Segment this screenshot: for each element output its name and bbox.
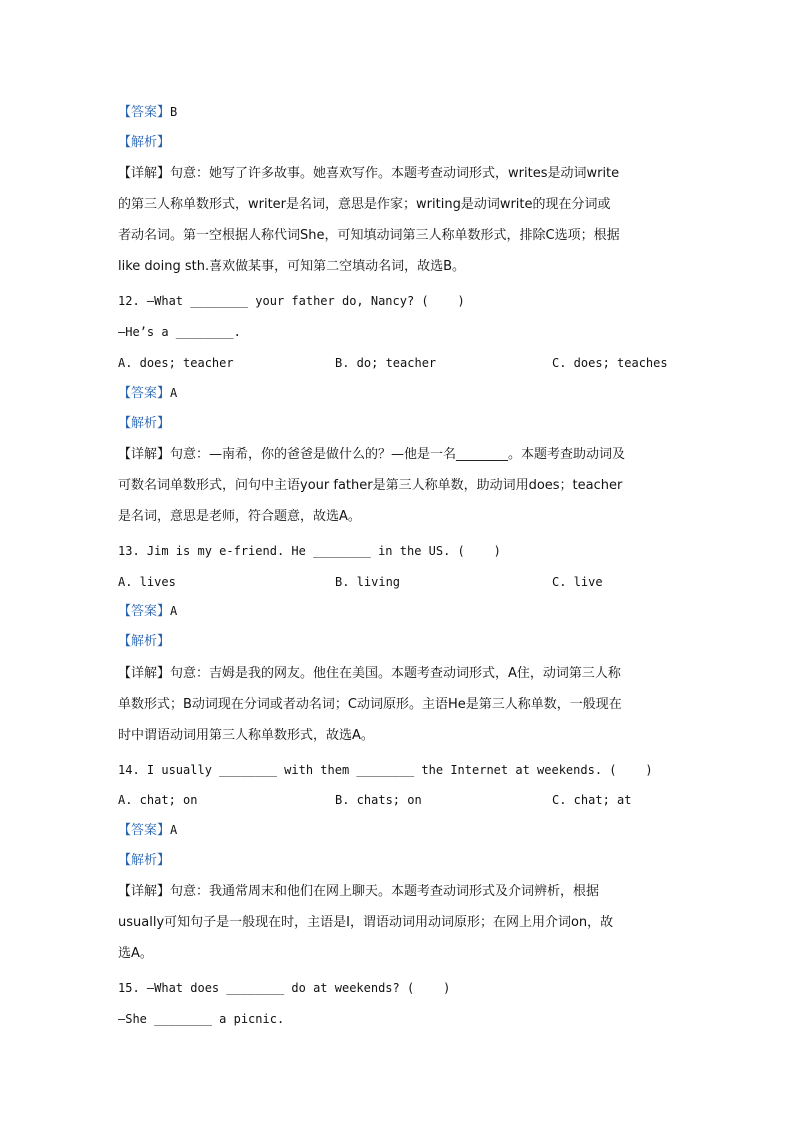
- detail-line: 可数名词单数形式，问句中主语your father是第三人称单数，助动词用does；teacher: [118, 478, 623, 493]
- detail-line: like doing sth.喜欢做某事，可知第二空填动名词，故选B。: [118, 259, 466, 274]
- answer-tag: 【答案】: [118, 604, 171, 619]
- analysis-tag: 【解析】: [118, 135, 171, 150]
- answer-tag: 【答案】: [118, 386, 171, 401]
- detail-line: usually可知句子是一般现在时，主语是I，谓语动词用动词原形；在网上用介词on，故: [118, 915, 614, 930]
- option-a: A. does; teacher: [118, 356, 234, 370]
- question-stem-q12: 12. —What ________ your father do, Nancy? ( ): [118, 294, 465, 308]
- detail-line: 【详解】句意：我通常周末和他们在网上聊天。本题考查动词形式及介词辨析，根据: [118, 884, 600, 899]
- question-stem2-q15: —She ________ a picnic.: [118, 1012, 285, 1026]
- answer-line-q12: [118, 383, 177, 404]
- detail-tag: 【详解】: [118, 666, 171, 681]
- detail-line: 【详解】句意：吉姆是我的网友。他住在美国。本题考查动词形式，A住，动词第三人称: [118, 666, 621, 681]
- detail-tag: 【详解】: [118, 884, 171, 899]
- analysis-tag: 【解析】: [118, 634, 171, 649]
- answer-tag: 【答案】: [118, 823, 171, 838]
- detail-tag: 【详解】: [118, 447, 171, 462]
- option-c: C. live: [552, 575, 603, 589]
- detail-line: 是名词，意思是老师，符合题意，故选A。: [118, 509, 361, 524]
- option-b: B. chats; on: [335, 793, 422, 807]
- answer-line-q11: [118, 102, 177, 123]
- option-c: C. does; teaches: [552, 356, 668, 370]
- option-c: C. chat; at: [552, 793, 632, 807]
- question-stem-q15: 15. —What does ________ do at weekends? ( ): [118, 981, 451, 995]
- option-b: B. living: [335, 575, 401, 589]
- detail-line: 者动名词。第一空根据人称代词She，可知填动词第三人称单数形式，排除C选项；根据: [118, 228, 620, 243]
- question-stem2-q12: —He’s a ________.: [118, 325, 241, 339]
- detail-line: 选A。: [118, 946, 153, 961]
- option-b: B. do; teacher: [335, 356, 437, 370]
- detail-line: 时中谓语动词用第三人称单数形式，故选A。: [118, 728, 374, 743]
- answer-value: A: [170, 604, 178, 618]
- analysis-tag: 【解析】: [118, 853, 171, 868]
- detail-line: 的第三人称单数形式，writer是名词，意思是作家；writing是动词write的现在分词或: [118, 197, 611, 212]
- analysis-tag: 【解析】: [118, 416, 171, 431]
- detail-line: 单数形式；B动词现在分词或者动名词；C动词原形。主语He是第三人称单数，一般现在: [118, 697, 622, 712]
- answer-value: A: [170, 823, 178, 837]
- option-a: A. lives: [118, 575, 176, 589]
- question-stem-q14: 14. I usually ________ with them ________ the Internet at weekends. ( ): [118, 763, 653, 777]
- detail-line: 【详解】句意：—南希，你的爸爸是做什么的？—他是一名________。本题考查助动词及: [118, 447, 626, 462]
- answer-line-q13: [118, 601, 177, 622]
- answer-value: B: [170, 105, 178, 119]
- answer-line-q14: [118, 820, 177, 841]
- detail-line: 【详解】句意：她写了许多故事。她喜欢写作。本题考查动词形式，writes是动词write: [118, 166, 620, 181]
- question-stem-q13: 13. Jim is my e-friend. He ________ in the US. ( ): [118, 544, 501, 558]
- option-a: A. chat; on: [118, 793, 198, 807]
- answer-value: A: [170, 386, 178, 400]
- answer-tag: 【答案】: [118, 105, 171, 120]
- detail-tag: 【详解】: [118, 166, 171, 181]
